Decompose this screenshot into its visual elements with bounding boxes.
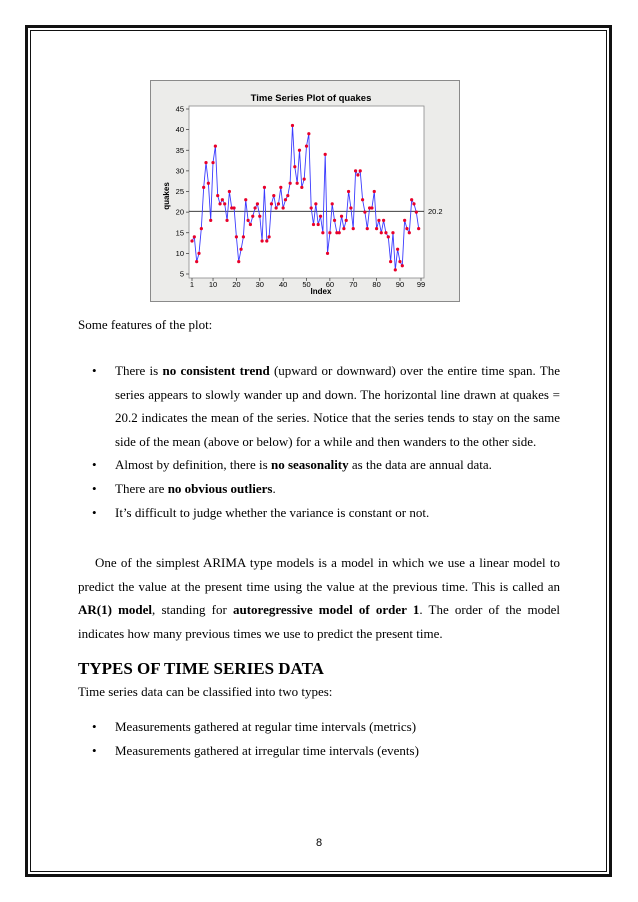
data-point (417, 227, 420, 230)
data-point (412, 202, 415, 205)
chart-panel (150, 80, 460, 302)
y-tick-label: 25 (175, 187, 184, 197)
data-point (300, 186, 303, 189)
bullet-icon: • (92, 457, 97, 473)
data-point (256, 202, 259, 205)
text-run: It’s difficult to judge whether the variance is constant or not. (115, 504, 430, 520)
feature-item (78, 501, 560, 525)
data-point (340, 215, 343, 218)
data-point (275, 206, 278, 209)
plot-area (189, 106, 424, 278)
data-point (239, 248, 242, 251)
x-tick-label: 99 (416, 280, 426, 289)
bullet-icon: • (92, 719, 97, 734)
y-tick-label: 45 (175, 104, 184, 114)
data-point (289, 182, 292, 185)
data-point (216, 194, 219, 197)
emphasis-text: no seasonality (270, 457, 349, 473)
data-point (223, 202, 226, 205)
data-point (197, 252, 200, 255)
y-tick-label: 30 (175, 166, 184, 176)
data-point (370, 206, 373, 209)
data-point (377, 219, 380, 222)
data-point (382, 219, 385, 222)
data-point (204, 161, 207, 164)
data-point (317, 223, 320, 226)
data-point (352, 227, 355, 230)
x-tick-label: 1 (189, 280, 195, 289)
data-point (307, 132, 310, 135)
y-tick-label: 5 (179, 269, 184, 279)
text-run: There are (115, 480, 168, 496)
data-point (190, 239, 193, 242)
data-point (396, 248, 399, 251)
data-point (228, 190, 231, 193)
type-item (78, 739, 560, 763)
data-point (277, 202, 280, 205)
data-point (326, 252, 329, 255)
data-point (312, 223, 315, 226)
data-point (384, 231, 387, 234)
data-point (321, 231, 324, 234)
data-point (242, 235, 245, 238)
bullet-icon: • (92, 363, 97, 378)
types-list (78, 715, 560, 762)
data-point (366, 227, 369, 230)
data-point (349, 206, 352, 209)
feature-item (78, 359, 560, 453)
text-run: . (272, 480, 276, 496)
data-point (401, 264, 404, 267)
x-tick-label: 80 (372, 280, 381, 289)
data-point (207, 182, 210, 185)
type-item-text: Measurements gathered at irregular time intervals (events) (115, 742, 419, 758)
x-tick-label: 60 (325, 280, 335, 289)
data-point (244, 198, 247, 201)
data-point (249, 223, 252, 226)
emphasis-text: autoregressive model of order 1 (232, 602, 420, 618)
data-point (235, 235, 238, 238)
data-point (258, 215, 261, 218)
feature-item (78, 477, 560, 501)
data-point (380, 231, 383, 234)
data-point (193, 235, 196, 238)
y-tick-label: 20 (175, 207, 184, 217)
data-point (375, 227, 378, 230)
y-tick-label: 15 (175, 228, 184, 238)
x-tick-label: 40 (278, 280, 288, 289)
data-point (268, 235, 271, 238)
emphasis-text: no obvious outliers (167, 480, 273, 496)
ar-model-paragraph (78, 551, 560, 645)
chart-title: Time Series Plot of quakes (250, 93, 372, 104)
data-point (291, 124, 294, 127)
text-run: There is (115, 363, 163, 378)
data-point (209, 219, 212, 222)
data-point (394, 268, 397, 271)
emphasis-text: no consistent trend (162, 363, 270, 378)
x-tick-label: 30 (255, 280, 264, 289)
time-series-chart (151, 81, 461, 303)
data-point (347, 190, 350, 193)
types-intro: Time series data can be classified into two types: (78, 684, 333, 699)
mean-reference-label: 20.2 (428, 206, 443, 216)
x-tick-label: 90 (395, 280, 405, 289)
data-point (265, 239, 268, 242)
features-intro: Some features of the plot: (78, 317, 213, 332)
data-point (218, 202, 221, 205)
features-list (78, 359, 560, 524)
data-point (319, 215, 322, 218)
text-run: One of the simplest ARIMA type models is a model in which we use a linear model to predict the value at the present time using the value at the previous time. This is called an (78, 555, 560, 594)
type-item (78, 715, 560, 739)
data-point (221, 198, 224, 201)
data-point (408, 231, 411, 234)
data-point (293, 165, 296, 168)
x-tick-label: 70 (349, 280, 358, 289)
data-point (345, 219, 348, 222)
data-point (261, 239, 264, 242)
data-point (282, 206, 285, 209)
data-point (389, 260, 392, 263)
x-axis-title: Index (310, 287, 332, 296)
text-run: as the data are annual data. (348, 457, 492, 473)
data-point (237, 260, 240, 263)
data-point (202, 186, 205, 189)
data-point (284, 198, 287, 201)
data-point (398, 260, 401, 263)
bullet-icon: • (92, 480, 97, 496)
data-point (270, 202, 273, 205)
data-point (310, 206, 313, 209)
text-run: (upward or downward) over the entire time span. The series appears to slowly wander up and down. The horizontal line drawn at quakes = 20.2 indicates the mean of the series. Notice that the series tends to stay on the same side of the mean (above or below) for a while and then wanders to the other side. (115, 363, 561, 449)
data-point (324, 153, 327, 156)
data-point (303, 178, 306, 181)
emphasis-text: AR(1) model (78, 602, 153, 618)
y-tick-label: 10 (175, 248, 184, 258)
x-tick-label: 50 (302, 280, 311, 289)
data-point (405, 227, 408, 230)
data-point (296, 182, 299, 185)
data-point (251, 215, 254, 218)
data-point (356, 173, 359, 176)
bullet-icon: • (92, 742, 97, 758)
data-point (211, 161, 214, 164)
data-point (363, 211, 366, 214)
data-point (391, 231, 394, 234)
data-point (333, 219, 336, 222)
data-point (263, 186, 266, 189)
text-run: , standing for (152, 602, 233, 618)
data-point (298, 149, 301, 152)
data-point (314, 202, 317, 205)
data-point (272, 194, 275, 197)
data-point (359, 169, 362, 172)
data-point (338, 231, 341, 234)
text-run: . The order of the model indicates how many previous times we use to predict the present time. (78, 602, 560, 641)
data-point (200, 227, 203, 230)
data-point (403, 219, 406, 222)
data-point (286, 194, 289, 197)
y-axis-title: quakes (162, 182, 171, 210)
data-point (305, 145, 308, 148)
data-point (331, 202, 334, 205)
data-point (373, 190, 376, 193)
data-point (328, 231, 331, 234)
data-point (342, 227, 345, 230)
data-point (246, 219, 249, 222)
bullet-icon: • (92, 504, 97, 520)
section-heading: TYPES OF TIME SERIES DATA (78, 659, 324, 678)
data-point (361, 198, 364, 201)
data-point (225, 219, 228, 222)
type-item-text: Measurements gathered at regular time intervals (metrics) (115, 719, 417, 734)
x-tick-label: 20 (232, 280, 241, 289)
page-number: 8 (315, 837, 323, 849)
feature-item (78, 453, 560, 477)
data-point (354, 169, 357, 172)
y-axis (176, 105, 189, 279)
text-run: Almost by definition, there is (115, 457, 271, 473)
data-point (232, 206, 235, 209)
data-point (415, 211, 418, 214)
data-point (387, 235, 390, 238)
y-tick-label: 35 (175, 145, 184, 155)
data-point (410, 198, 413, 201)
data-point (279, 186, 282, 189)
data-point (253, 206, 256, 209)
x-axis (190, 278, 425, 289)
x-tick-label: 10 (208, 280, 218, 289)
y-tick-label: 40 (175, 125, 184, 135)
data-point (214, 145, 217, 148)
data-point (195, 260, 198, 263)
